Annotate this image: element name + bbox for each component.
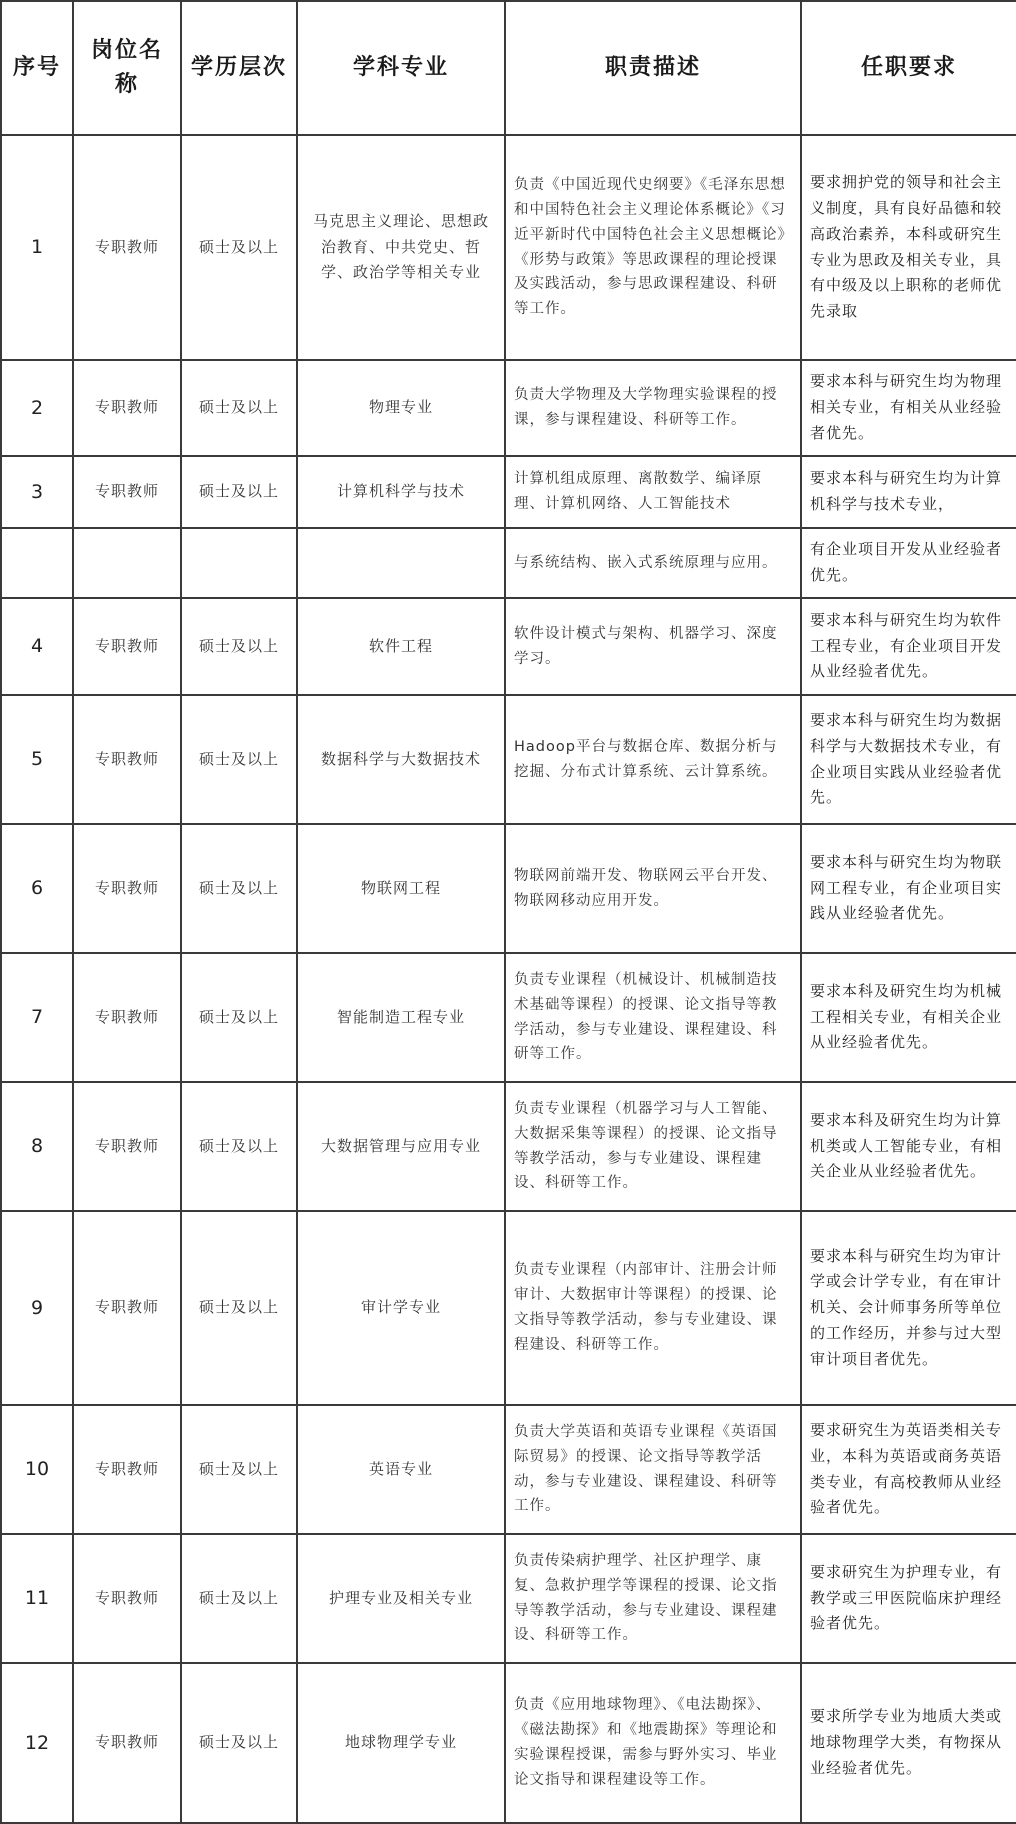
cell-education: 硕士及以上 (181, 1211, 297, 1405)
cell-major: 物联网工程 (297, 824, 505, 953)
cell-education (181, 528, 297, 598)
cell-position: 专职教师 (73, 135, 181, 360)
cell-major: 物理专业 (297, 360, 505, 456)
cell-position: 专职教师 (73, 360, 181, 456)
cell-major: 软件工程 (297, 598, 505, 695)
cell-position: 专职教师 (73, 1534, 181, 1663)
cell-requirement: 要求所学专业为地质大类或地球物理学大类，有物探从业经验者优先。 (801, 1663, 1016, 1823)
table-row (1, 360, 1016, 456)
cell-description: 负责大学英语和英语专业课程《英语国际贸易》的授课、论文指导等教学活动，参与专业建设、课程建设、科研等工作。 (505, 1405, 801, 1534)
header-row (1, 1, 1016, 135)
cell-position: 专职教师 (73, 1082, 181, 1211)
cell-requirement: 要求研究生为英语类相关专业，本科为英语或商务英语类专业，有高校教师从业经验者优先。 (801, 1405, 1016, 1534)
cell-position: 专职教师 (73, 1211, 181, 1405)
cell-no: 8 (1, 1082, 73, 1211)
table-row (1, 824, 1016, 953)
cell-position (73, 528, 181, 598)
cell-description: 物联网前端开发、物联网云平台开发、物联网移动应用开发。 (505, 824, 801, 953)
cell-major: 地球物理学专业 (297, 1663, 505, 1823)
cell-no: 9 (1, 1211, 73, 1405)
cell-description: 负责专业课程（机器学习与人工智能、大数据采集等课程）的授课、论文指导等教学活动，参与专业建设、课程建设、科研等工作。 (505, 1082, 801, 1211)
header-cell-no: 序号 (1, 1, 73, 135)
cell-major: 马克思主义理论、思想政治教育、中共党史、哲学、政治学等相关专业 (297, 135, 505, 360)
cell-requirement: 有企业项目开发从业经验者优先。 (801, 528, 1016, 598)
cell-description: 负责专业课程（内部审计、注册会计师审计、大数据审计等课程）的授课、论文指导等教学活动，参与专业建设、课程建设、科研等工作。 (505, 1211, 801, 1405)
cell-description: 负责专业课程（机械设计、机械制造技术基础等课程）的授课、论文指导等教学活动，参与专业建设、课程建设、科研等工作。 (505, 953, 801, 1082)
cell-requirement: 要求本科与研究生均为数据科学与大数据技术专业，有企业项目实践从业经验者优先。 (801, 695, 1016, 824)
cell-requirement: 要求本科与研究生均为计算机科学与技术专业， (801, 456, 1016, 528)
cell-no: 7 (1, 953, 73, 1082)
cell-position: 专职教师 (73, 456, 181, 528)
cell-requirement: 要求本科与研究生均为物理相关专业，有相关从业经验者优先。 (801, 360, 1016, 456)
cell-education: 硕士及以上 (181, 598, 297, 695)
cell-position: 专职教师 (73, 953, 181, 1082)
cell-no: 3 (1, 456, 73, 528)
cell-no: 6 (1, 824, 73, 953)
cell-position: 专职教师 (73, 695, 181, 824)
cell-description: 与系统结构、嵌入式系统原理与应用。 (505, 528, 801, 598)
cell-description: 负责《中国近现代史纲要》《毛泽东思想和中国特色社会主义理论体系概论》《习近平新时代中国特色社会主义思想概论》《形势与政策》等思政课程的理论授课及实践活动，参与思政课程建设、科研等工作。 (505, 135, 801, 360)
table-row (1, 1534, 1016, 1663)
cell-requirement: 要求本科与研究生均为软件工程专业，有企业项目开发从业经验者优先。 (801, 598, 1016, 695)
table-row (1, 528, 1016, 598)
cell-requirement: 要求拥护党的领导和社会主义制度，具有良好品德和较高政治素养，本科或研究生专业为思政及相关专业，具有中级及以上职称的老师优先录取 (801, 135, 1016, 360)
cell-no: 11 (1, 1534, 73, 1663)
cell-requirement: 要求本科及研究生均为计算机类或人工智能专业，有相关企业从业经验者优先。 (801, 1082, 1016, 1211)
table-row (1, 135, 1016, 360)
header-cell-requirement: 任职要求 (801, 1, 1016, 135)
cell-requirement: 要求本科与研究生均为审计学或会计学专业，有在审计机关、会计师事务所等单位的工作经历，并参与过大型审计项目者优先。 (801, 1211, 1016, 1405)
table-row (1, 1663, 1016, 1823)
cell-major: 英语专业 (297, 1405, 505, 1534)
table-row (1, 1405, 1016, 1534)
cell-education: 硕士及以上 (181, 1405, 297, 1534)
header-cell-major: 学科专业 (297, 1, 505, 135)
cell-no: 5 (1, 695, 73, 824)
cell-no (1, 528, 73, 598)
table-row (1, 598, 1016, 695)
cell-requirement: 要求研究生为护理专业，有教学或三甲医院临床护理经验者优先。 (801, 1534, 1016, 1663)
cell-position: 专职教师 (73, 1405, 181, 1534)
cell-position: 专职教师 (73, 824, 181, 953)
cell-description: Hadoop平台与数据仓库、数据分析与挖掘、分布式计算系统、云计算系统。 (505, 695, 801, 824)
cell-major: 审计学专业 (297, 1211, 505, 1405)
cell-position: 专职教师 (73, 1663, 181, 1823)
header-cell-education: 学历层次 (181, 1, 297, 135)
cell-requirement: 要求本科与研究生均为物联网工程专业，有企业项目实践从业经验者优先。 (801, 824, 1016, 953)
cell-education: 硕士及以上 (181, 1663, 297, 1823)
cell-description: 计算机组成原理、离散数学、编译原理、计算机网络、人工智能技术 (505, 456, 801, 528)
cell-description: 软件设计模式与架构、机器学习、深度学习。 (505, 598, 801, 695)
cell-education: 硕士及以上 (181, 1082, 297, 1211)
table-row (1, 953, 1016, 1082)
cell-education: 硕士及以上 (181, 695, 297, 824)
cell-major: 护理专业及相关专业 (297, 1534, 505, 1663)
table-row (1, 1211, 1016, 1405)
cell-major: 数据科学与大数据技术 (297, 695, 505, 824)
cell-description: 负责传染病护理学、社区护理学、康复、急救护理学等课程的授课、论文指导等教学活动，参与专业建设、课程建设、科研等工作。 (505, 1534, 801, 1663)
cell-description: 负责大学物理及大学物理实验课程的授课，参与课程建设、科研等工作。 (505, 360, 801, 456)
table-row (1, 456, 1016, 528)
cell-position: 专职教师 (73, 598, 181, 695)
cell-education: 硕士及以上 (181, 1534, 297, 1663)
cell-no: 2 (1, 360, 73, 456)
cell-description: 负责《应用地球物理》、《电法勘探》、《磁法勘探》和《地震勘探》等理论和实验课程授课，需参与野外实习、毕业论文指导和课程建设等工作。 (505, 1663, 801, 1823)
header-cell-description: 职责描述 (505, 1, 801, 135)
header-cell-position: 岗位名称 (73, 1, 181, 135)
cell-education: 硕士及以上 (181, 456, 297, 528)
cell-no: 4 (1, 598, 73, 695)
table-row (1, 1082, 1016, 1211)
cell-major: 大数据管理与应用专业 (297, 1082, 505, 1211)
cell-no: 12 (1, 1663, 73, 1823)
cell-education: 硕士及以上 (181, 135, 297, 360)
cell-education: 硕士及以上 (181, 360, 297, 456)
cell-no: 10 (1, 1405, 73, 1534)
cell-major: 智能制造工程专业 (297, 953, 505, 1082)
cell-education: 硕士及以上 (181, 824, 297, 953)
cell-no: 1 (1, 135, 73, 360)
cell-major: 计算机科学与技术 (297, 456, 505, 528)
cell-major (297, 528, 505, 598)
cell-education: 硕士及以上 (181, 953, 297, 1082)
table-row (1, 695, 1016, 824)
cell-requirement: 要求本科及研究生均为机械工程相关专业，有相关企业从业经验者优先。 (801, 953, 1016, 1082)
